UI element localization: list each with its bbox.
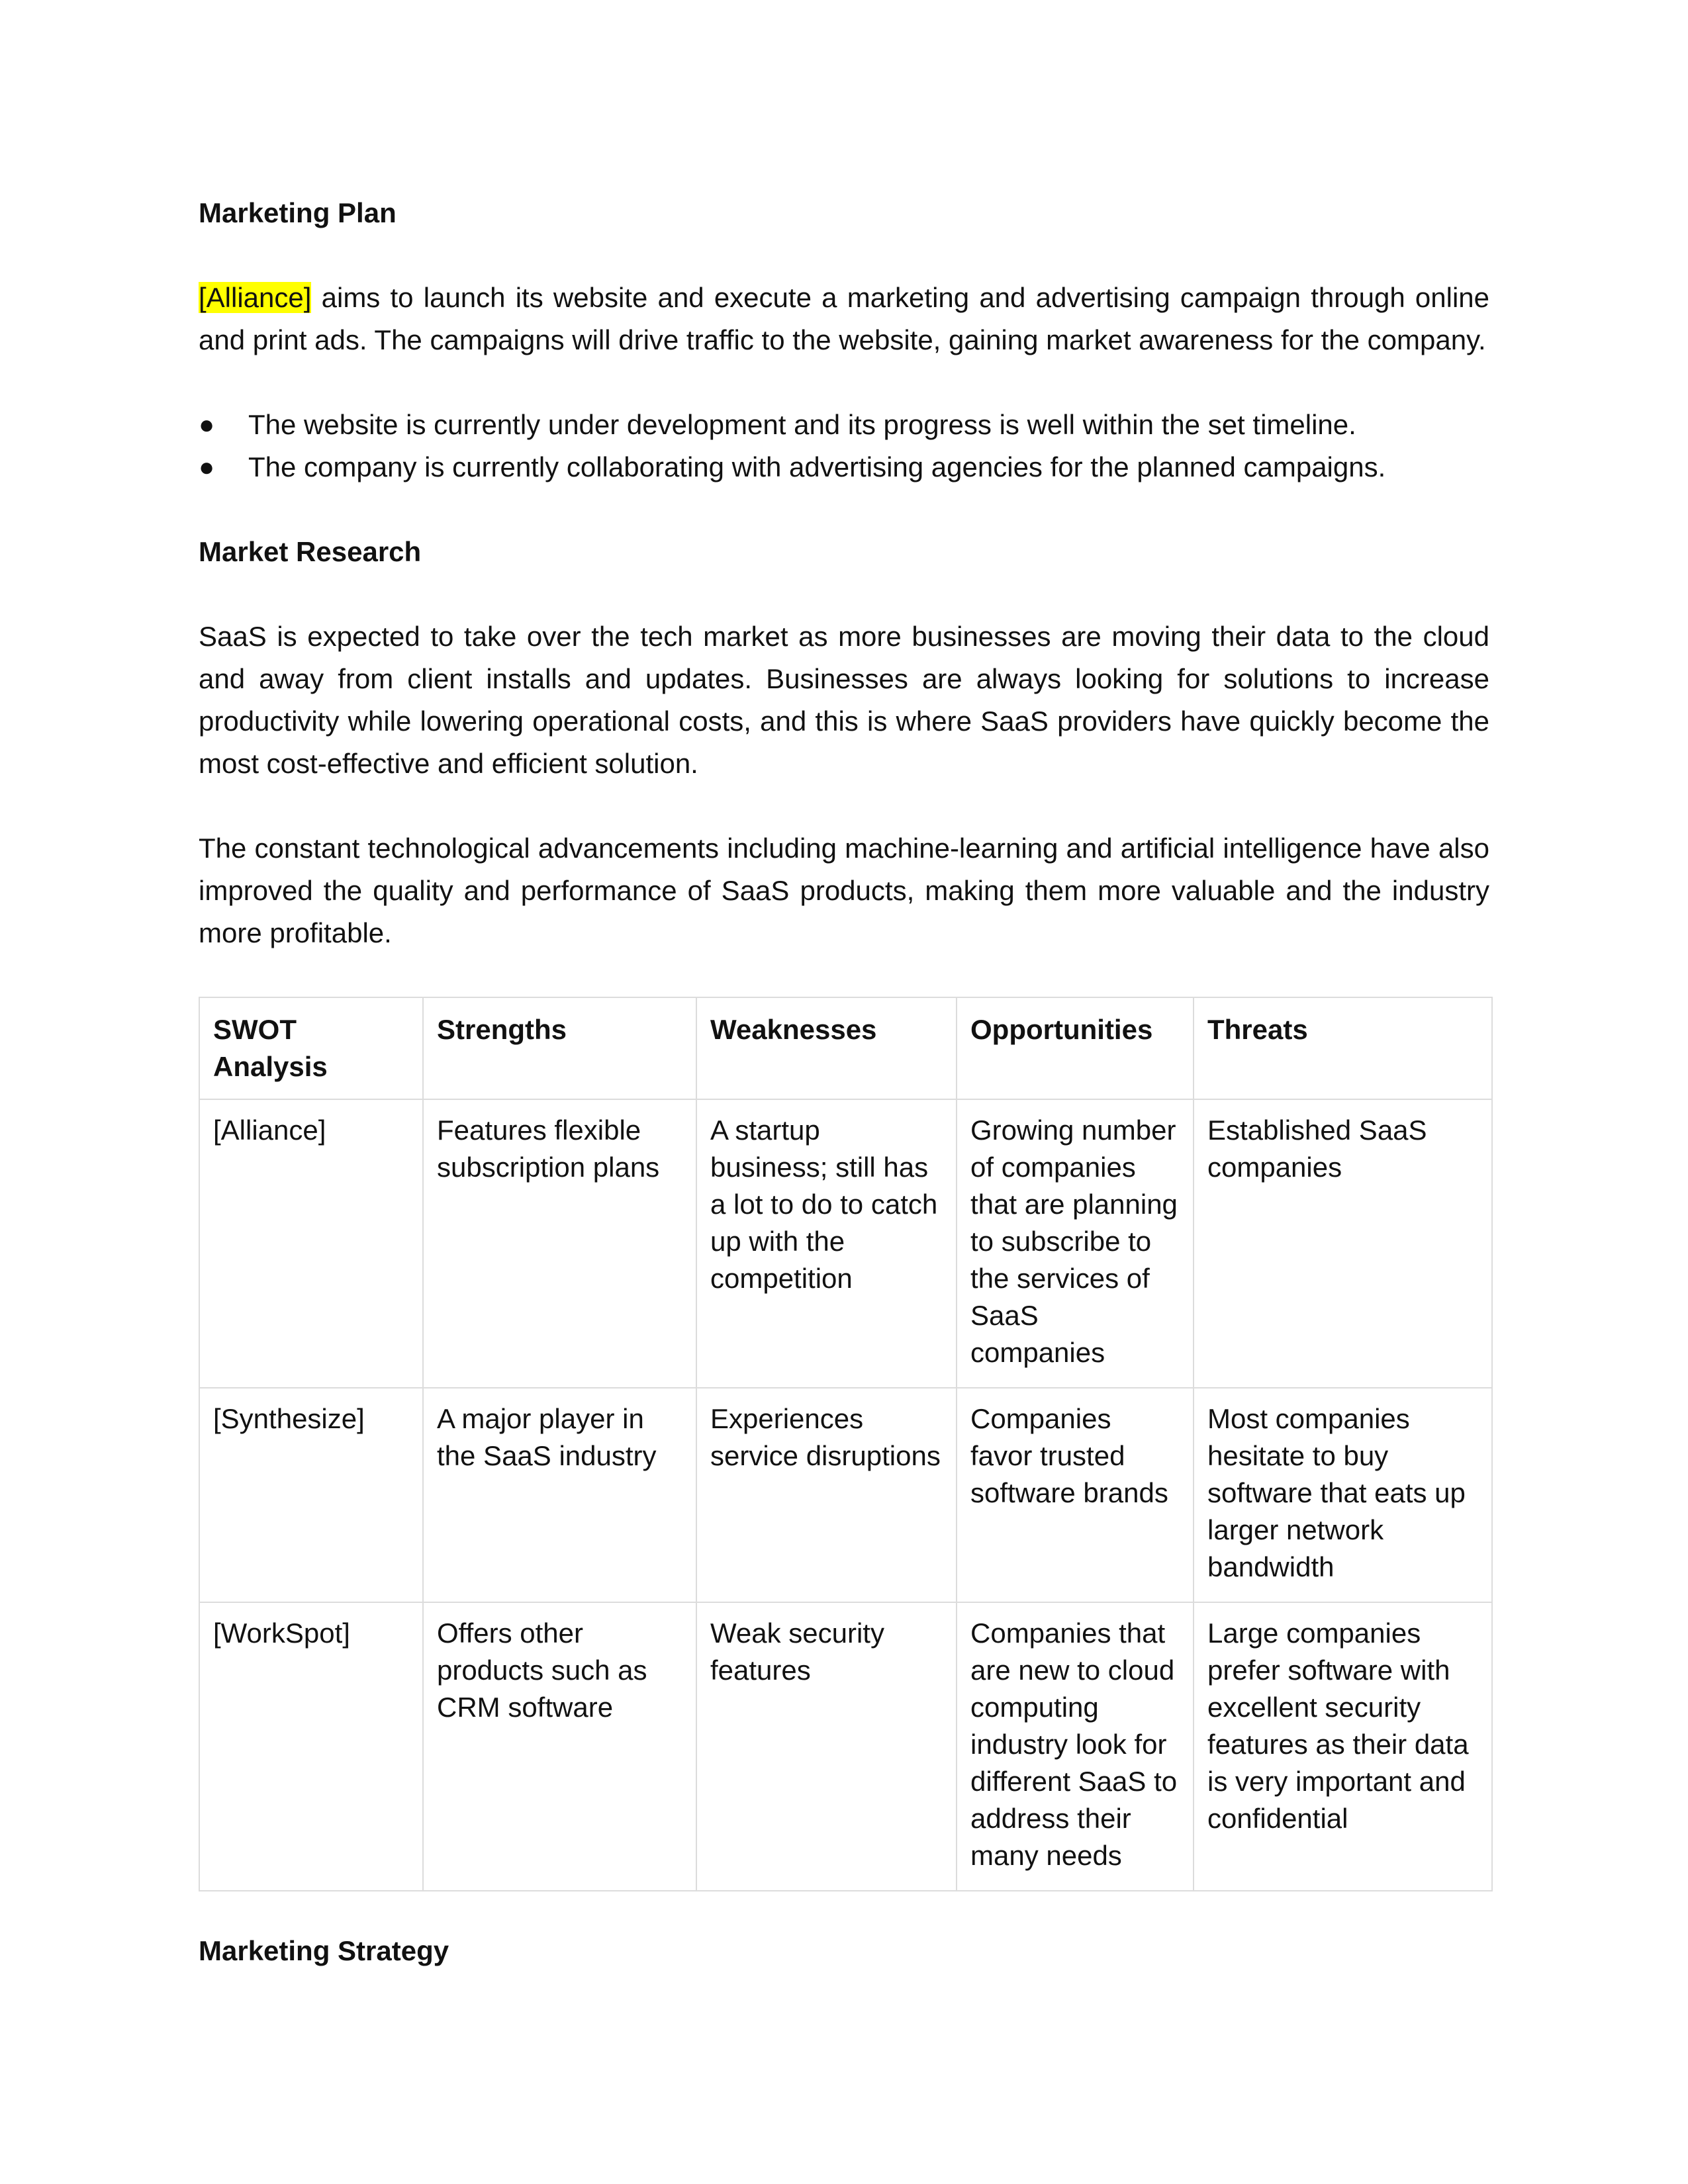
weaknesses-cell: A startup business; still has a lot to do to catch up with the competition [696,1099,957,1388]
research-paragraph: SaaS is expected to take over the tech market as more businesses are moving their data to the cloud and away from client installs and updates. Businesses are always looking for solutions to increase productivity while lowering operational costs, and this is where SaaS providers have quickly become the most cost-effective and efficient solution. [199,621,1489,779]
threats-cell: Large companies prefer software with excellent security features as their data is very important and confidential [1194,1602,1492,1891]
market-research-heading: Market Research [199,536,422,567]
strengths-cell: Offers other products such as CRM software [423,1602,696,1891]
bullet-icon: ● [199,410,215,439]
threats-cell: Most companies hesitate to buy software that eats up larger network bandwidth [1194,1388,1492,1602]
status-bullet-list [199,404,1489,488]
column-header: Strengths [423,997,696,1099]
table-header-row [199,997,1492,1099]
table-row [199,1099,1492,1388]
research-paragraph: The constant technological advancements including machine-learning and artificial intelligence have also improved the quality and performance of SaaS products, making them more valuable and the industry more profitable. [199,833,1489,948]
bullet-text: The company is currently collaborating with advertising agencies for the planned campaigns. [248,451,1386,482]
marketing-strategy-heading: Marketing Strategy [199,1935,449,1966]
intro-text: aims to launch its website and execute a marketing and advertising campaign through online and print ads. The campaigns will drive traffic to the website, gaining market awareness for the company. [199,282,1489,355]
document-page [199,192,1489,1972]
bullet-icon: ● [199,453,215,482]
opportunities-cell: Companies favor trusted software brands [957,1388,1194,1602]
table-row [199,1388,1492,1602]
column-header: Opportunities [957,997,1194,1099]
weaknesses-cell: Experiences service disruptions [696,1388,957,1602]
marketing-plan-heading: Marketing Plan [199,197,397,228]
opportunities-cell: Companies that are new to cloud computing industry look for different SaaS to address their many needs [957,1602,1194,1891]
column-header: SWOT Analysis [199,997,423,1099]
table-row [199,1602,1492,1891]
swot-analysis-table [199,997,1493,1891]
company-cell: [Alliance] [199,1099,423,1388]
strengths-cell: Features flexible subscription plans [423,1099,696,1388]
column-header: Weaknesses [696,997,957,1099]
bullet-text: The website is currently under development and its progress is well within the set timeline. [248,409,1356,440]
column-header: Threats [1194,997,1492,1099]
company-name-highlight: [Alliance] [199,282,312,313]
weaknesses-cell: Weak security features [696,1602,957,1891]
list-item [199,404,1489,446]
company-cell: [Synthesize] [199,1388,423,1602]
opportunities-cell: Growing number of companies that are planning to subscribe to the services of SaaS companies [957,1099,1194,1388]
company-cell: [WorkSpot] [199,1602,423,1891]
intro-paragraph [199,277,1489,361]
list-item [199,446,1489,488]
threats-cell: Established SaaS companies [1194,1099,1492,1388]
strengths-cell: A major player in the SaaS industry [423,1388,696,1602]
